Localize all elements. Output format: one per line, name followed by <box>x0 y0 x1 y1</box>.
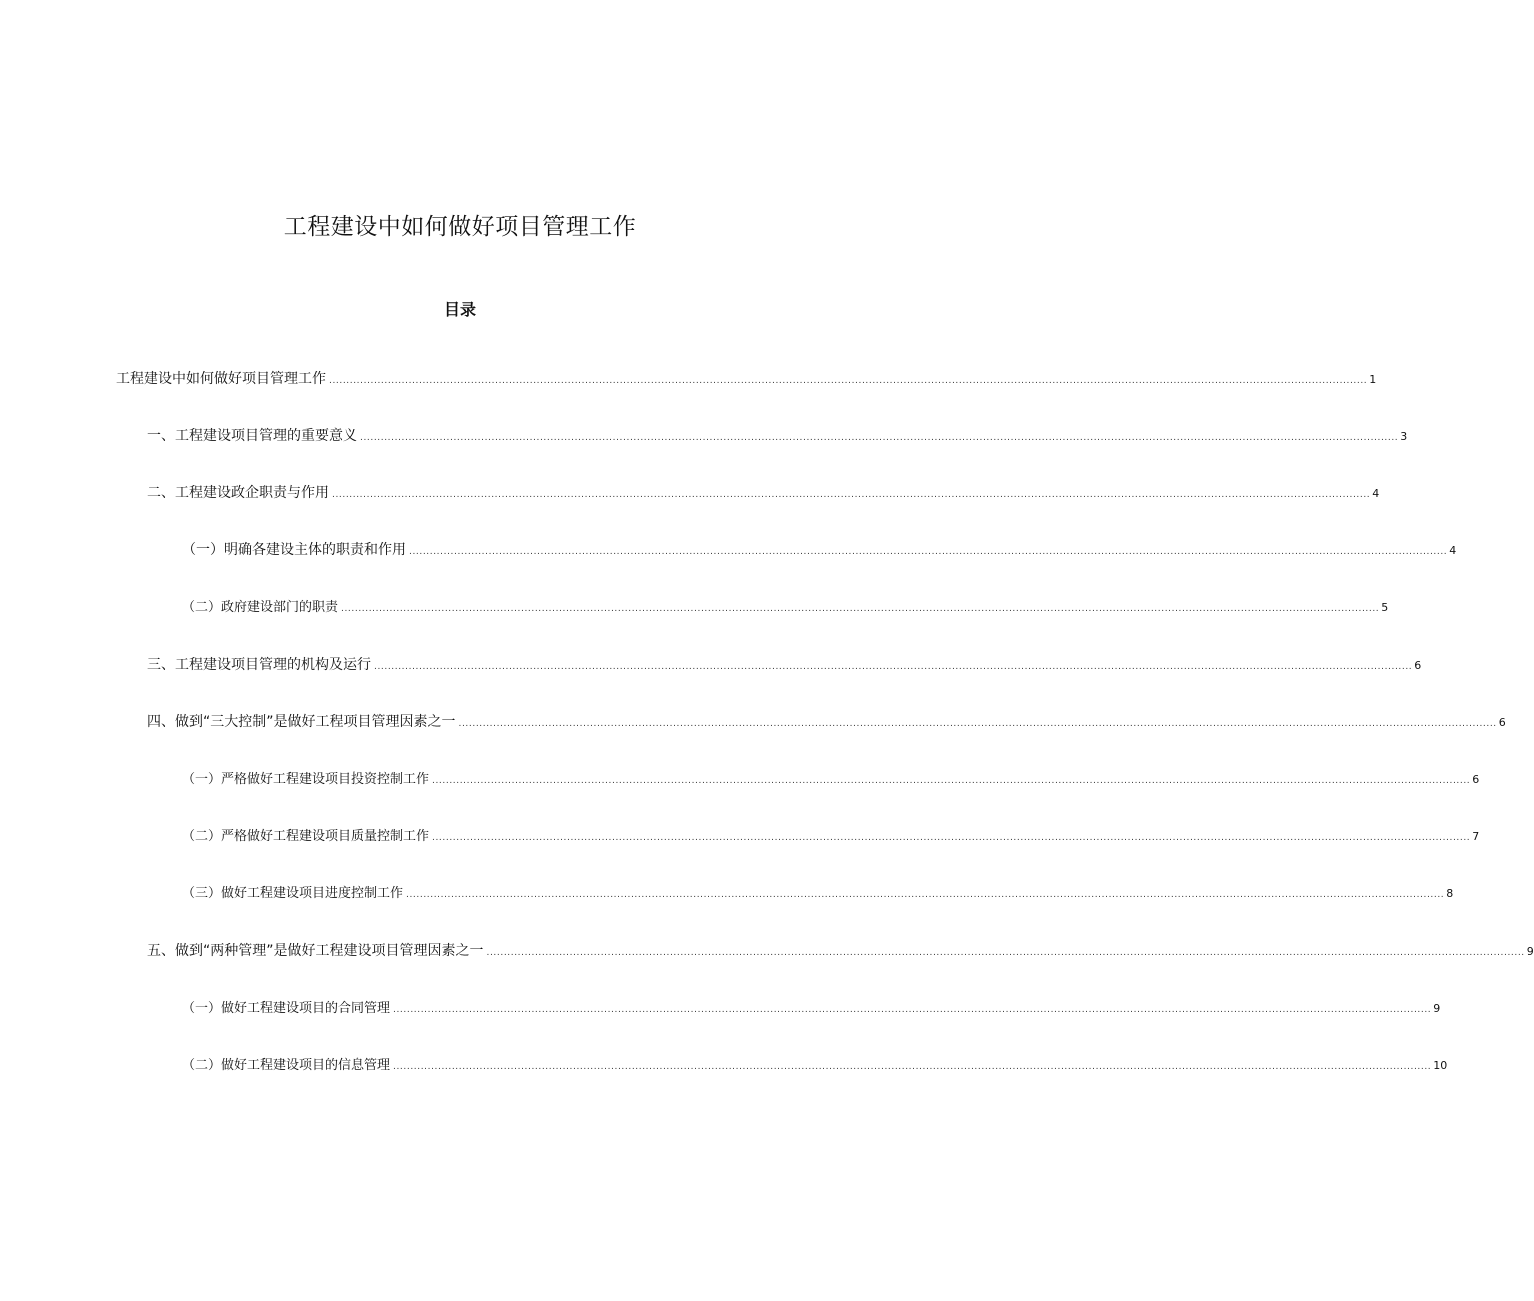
toc-leader-dots: ............................................................................................................................................................................................................................................................................................................ <box>393 1062 1432 1072</box>
toc-entry-label: 工程建设中如何做好项目管理工作 <box>116 371 326 387</box>
toc-entry-section-2-2[interactable] <box>182 597 1389 619</box>
toc-leader-dots: ............................................................................................................................................................................................................................................................................................................ <box>486 948 1525 958</box>
toc-entry-page: 5 <box>1381 601 1389 614</box>
toc-entry-section-1[interactable] <box>147 425 1408 447</box>
toc-entry-label: （一）严格做好工程建设项目投资控制工作 <box>182 772 430 787</box>
toc-entry-section-5[interactable] <box>147 940 1534 962</box>
toc-leader-dots: ............................................................................................................................................................................................................................................................................................................ <box>329 376 1368 386</box>
toc-entry-label: （三）做好工程建设项目进度控制工作 <box>182 886 404 901</box>
document-title: 工程建设中如何做好项目管理工作 <box>283 214 637 240</box>
toc-entry-section-2-1[interactable] <box>182 539 1457 561</box>
toc-entry-section-4-3[interactable] <box>182 883 1454 905</box>
toc-entry-label: 四、做到“三大控制”是做好工程项目管理因素之一 <box>147 714 456 730</box>
toc-leader-dots: ............................................................................................................................................................................................................................................................................................................ <box>432 833 1471 843</box>
toc-entry-title[interactable] <box>116 368 1377 390</box>
toc-entry-label: 一、工程建设项目管理的重要意义 <box>147 428 357 444</box>
toc-leader-dots: ............................................................................................................................................................................................................................................................................................................ <box>406 890 1445 900</box>
toc-entry-section-4-1[interactable] <box>182 769 1480 791</box>
toc-leader-dots: ............................................................................................................................................................................................................................................................................................................ <box>458 719 1497 729</box>
toc-entry-label: （一）明确各建设主体的职责和作用 <box>182 542 406 558</box>
toc-entry-page: 9 <box>1526 945 1534 958</box>
toc-leader-dots: ............................................................................................................................................................................................................................................................................................................ <box>360 433 1399 443</box>
toc-entry-page: 3 <box>1400 430 1408 443</box>
toc-entry-section-3[interactable] <box>147 654 1422 676</box>
toc-entry-page: 6 <box>1472 773 1480 786</box>
toc-entry-label: 五、做到“两种管理”是做好工程建设项目管理因素之一 <box>147 943 484 959</box>
toc-entry-page: 7 <box>1472 830 1480 843</box>
toc-entry-section-2[interactable] <box>147 482 1380 504</box>
toc-entry-section-5-1[interactable] <box>182 998 1441 1020</box>
toc-entry-page: 1 <box>1369 373 1377 386</box>
toc-entry-page: 4 <box>1372 487 1380 500</box>
toc-entry-page: 8 <box>1446 887 1454 900</box>
toc-leader-dots: ............................................................................................................................................................................................................................................................................................................ <box>332 490 1371 500</box>
toc-entry-page: 6 <box>1414 659 1422 672</box>
toc-entry-label: 二、工程建设政企职责与作用 <box>147 485 329 501</box>
toc-leader-dots: ............................................................................................................................................................................................................................................................................................................ <box>409 547 1448 557</box>
toc-entry-label: （二）严格做好工程建设项目质量控制工作 <box>182 829 430 844</box>
toc-entry-label: 三、工程建设项目管理的机构及运行 <box>147 657 371 673</box>
toc-leader-dots: ............................................................................................................................................................................................................................................................................................................ <box>432 776 1471 786</box>
toc-leader-dots: ............................................................................................................................................................................................................................................................................................................ <box>393 1005 1432 1015</box>
toc-entry-page: 9 <box>1433 1002 1441 1015</box>
toc-heading: 目录 <box>443 300 476 319</box>
toc-entry-label: （二）政府建设部门的职责 <box>182 600 339 615</box>
toc-entry-page: 4 <box>1449 544 1457 557</box>
toc-entry-section-4-2[interactable] <box>182 826 1480 848</box>
toc-entry-label: （一）做好工程建设项目的合同管理 <box>182 1001 391 1016</box>
toc-entry-label: （二）做好工程建设项目的信息管理 <box>182 1058 391 1073</box>
toc-entry-page: 10 <box>1433 1059 1448 1072</box>
toc-entry-section-5-2[interactable] <box>182 1055 1448 1077</box>
toc-entry-page: 6 <box>1498 716 1506 729</box>
toc-leader-dots: ............................................................................................................................................................................................................................................................................................................ <box>341 604 1380 614</box>
toc-entry-section-4[interactable] <box>147 711 1506 733</box>
toc-leader-dots: ............................................................................................................................................................................................................................................................................................................ <box>374 662 1413 672</box>
